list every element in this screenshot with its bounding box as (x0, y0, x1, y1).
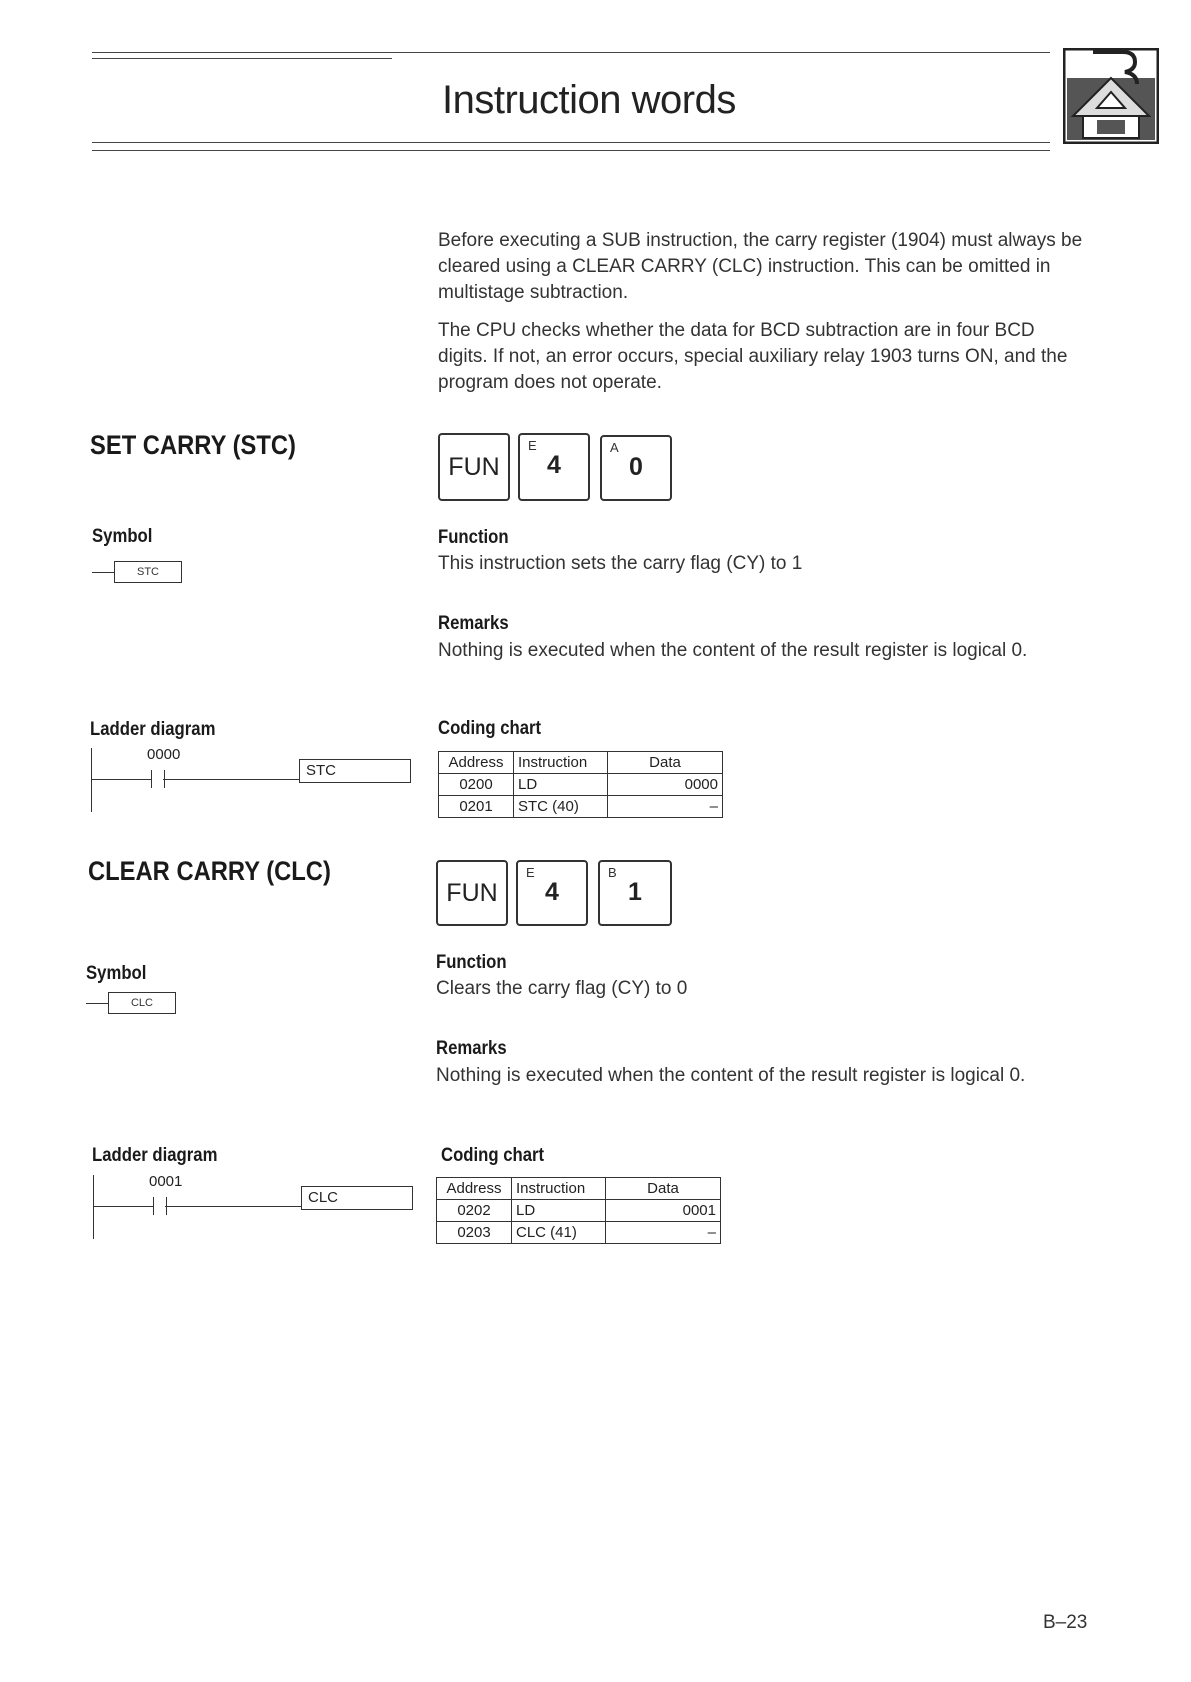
clc-remarks-label: Remarks (436, 1038, 507, 1059)
clc-key-1: B 1 (598, 860, 672, 926)
stc-remarks-text: Nothing is executed when the content of the result register is logical 0. (438, 640, 1028, 661)
clc-ladder-diagram (93, 1175, 423, 1245)
stc-section-title: SET CARRY (STC) (90, 430, 296, 460)
table-cell: 0000 (608, 774, 723, 796)
table-header-row (439, 752, 723, 774)
table-row (439, 796, 723, 818)
stc-key-fun: FUN (438, 433, 510, 501)
clc-function-text: Clears the carry flag (CY) to 0 (436, 978, 688, 999)
header-rule-top (92, 52, 1050, 53)
table-cell: 0203 (437, 1222, 512, 1244)
section-b-logo-icon (1063, 48, 1159, 144)
table-row (437, 1200, 721, 1222)
table-header-row (437, 1178, 721, 1200)
intro-paragraph-1: Before executing a SUB instruction, the carry register (1904) must always be cleared using a CLEAR CARRY (CLC) instruction. This can be omitted in multistage subtraction. (438, 230, 1083, 303)
clc-ladder-instruction: CLC (301, 1186, 413, 1210)
clc-coding-table (436, 1177, 721, 1244)
clc-coding-label: Coding chart (441, 1145, 545, 1166)
table-header-cell: Data (606, 1178, 721, 1200)
stc-ladder-address: 0000 (147, 746, 181, 763)
stc-coding-label: Coding chart (438, 718, 542, 739)
intro-paragraph-2: The CPU checks whether the data for BCD subtraction are in four BCD digits. If not, an error occurs, special auxiliary relay 1903 turns ON, and the program does not operate. (438, 320, 1068, 393)
page-number: B–23 (1043, 1612, 1088, 1633)
table-cell: 0202 (437, 1200, 512, 1222)
table-cell: CLC (41) (512, 1222, 606, 1244)
stc-ladder-diagram (91, 748, 421, 818)
stc-symbol-box: STC (114, 561, 182, 583)
stc-key-0: A 0 (600, 435, 672, 501)
table-cell: – (606, 1222, 721, 1244)
clc-section-title: CLEAR CARRY (CLC) (88, 856, 331, 886)
table-cell: 0201 (439, 796, 514, 818)
clc-key-4: E 4 (516, 860, 588, 926)
table-header-cell: Data (608, 752, 723, 774)
stc-ladder-label: Ladder diagram (90, 719, 216, 740)
table-header-cell: Instruction (512, 1178, 606, 1200)
table-cell: – (608, 796, 723, 818)
table-cell: 0200 (439, 774, 514, 796)
stc-function-label: Function (438, 527, 509, 548)
clc-ladder-address: 0001 (149, 1173, 183, 1190)
stc-symbol-label: Symbol (92, 526, 153, 547)
table-cell: STC (40) (514, 796, 608, 818)
clc-remarks-text: Nothing is executed when the content of the result register is logical 0. (436, 1065, 1026, 1086)
header-rule-bottom (92, 142, 1050, 143)
clc-symbol-label: Symbol (86, 963, 147, 984)
stc-coding-table (438, 751, 723, 818)
stc-symbol (92, 561, 184, 585)
table-header-cell: Address (437, 1178, 512, 1200)
clc-key-fun: FUN (436, 860, 508, 926)
stc-ladder-instruction: STC (299, 759, 411, 783)
header-rule-bottom-2 (92, 150, 1050, 151)
table-cell: LD (514, 774, 608, 796)
clc-ladder-label: Ladder diagram (92, 1145, 218, 1166)
table-row (437, 1222, 721, 1244)
table-cell: LD (512, 1200, 606, 1222)
stc-remarks-label: Remarks (438, 613, 509, 634)
clc-symbol-box: CLC (108, 992, 176, 1014)
stc-function-text: This instruction sets the carry flag (CY) to 1 (438, 553, 803, 574)
table-header-cell: Instruction (514, 752, 608, 774)
table-header-cell: Address (439, 752, 514, 774)
table-row (439, 774, 723, 796)
table-cell: 0001 (606, 1200, 721, 1222)
clc-function-label: Function (436, 952, 507, 973)
header-rule-top-short (92, 58, 392, 59)
page-title: Instruction words (442, 78, 736, 122)
clc-symbol (86, 992, 178, 1016)
stc-key-4: E 4 (518, 433, 590, 501)
